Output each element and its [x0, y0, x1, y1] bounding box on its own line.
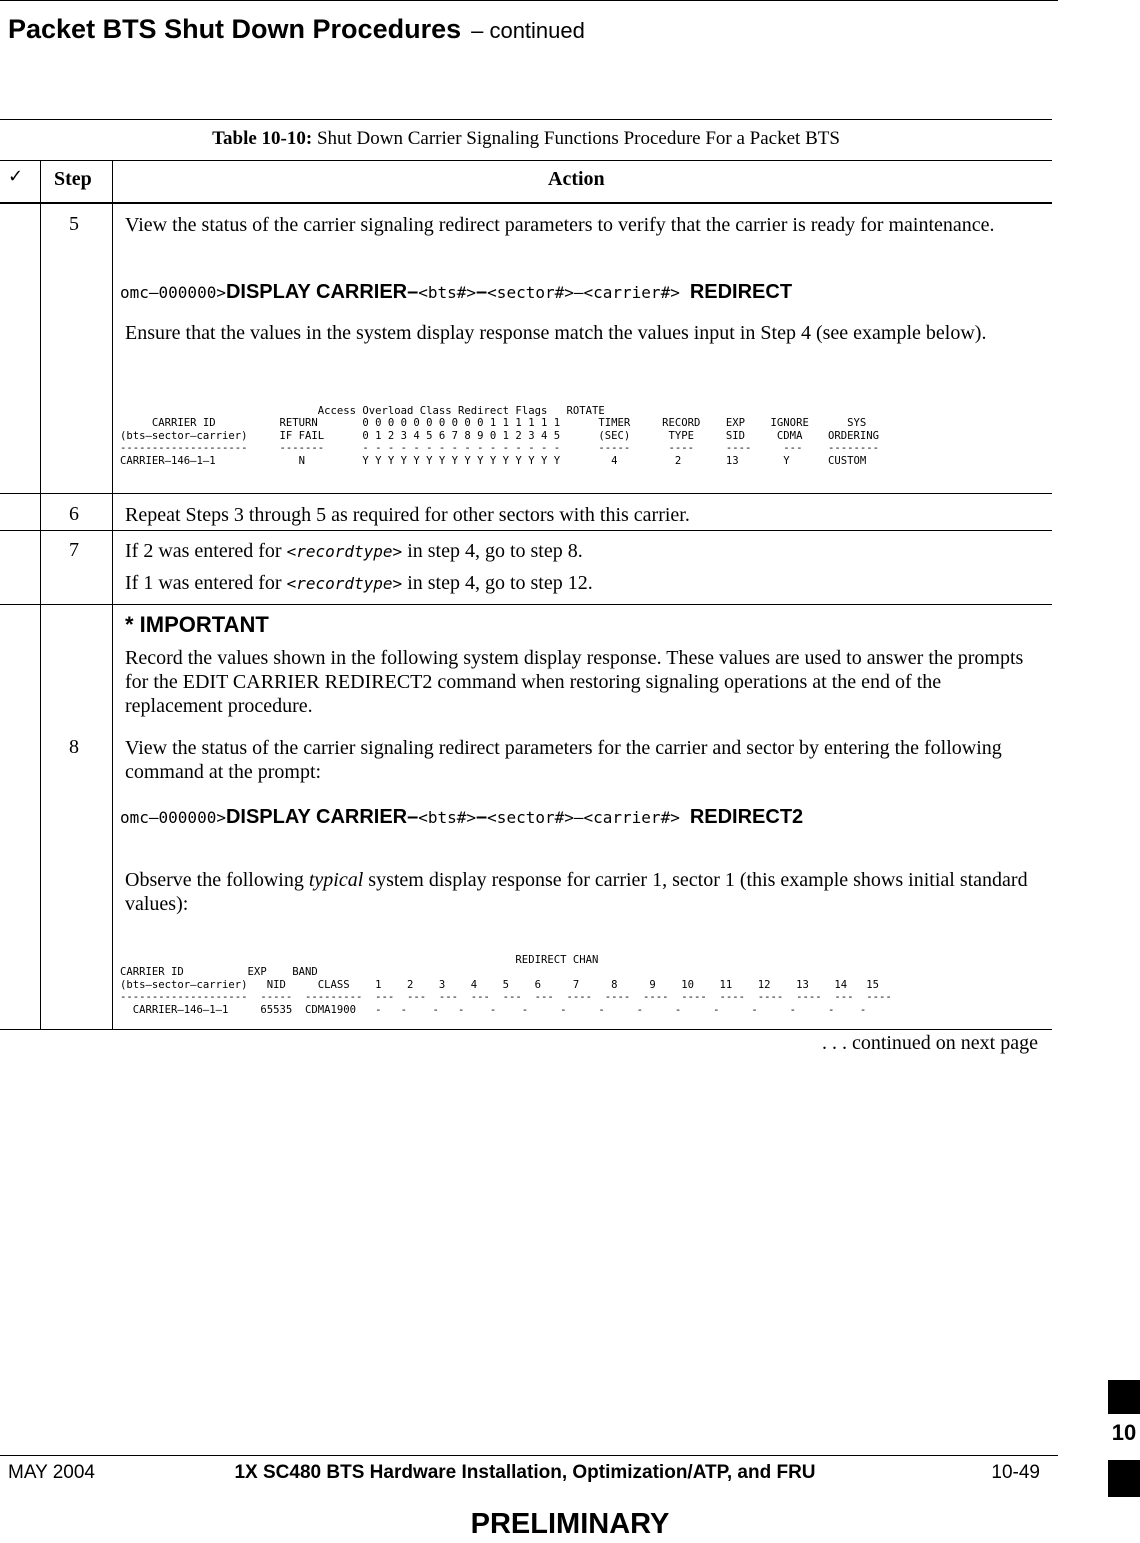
observe-post: system display response for carrier 1, sector 1 (this example shows initial standard values):	[125, 869, 1028, 915]
step8-command	[120, 806, 803, 829]
step7-line2-post: in step 4, go to step 12.	[402, 572, 593, 594]
command-sector-arg: <sector#>–<carrier#>	[487, 808, 680, 827]
step7-line2-var: <recordtype>	[286, 574, 403, 593]
column-divider-step	[112, 161, 113, 1029]
important-heading: * IMPORTANT	[125, 612, 269, 637]
page-title	[8, 14, 585, 45]
table-caption-text: Shut Down Carrier Signaling Functions Procedure For a Packet BTS	[316, 128, 840, 149]
column-header-step: Step	[54, 168, 92, 190]
footer-date: MAY 2004	[8, 1462, 95, 1483]
step5-ensure-text: Ensure that the values in the system display response match the values input in Step 4 (see example below).	[125, 322, 987, 344]
column-header-action: Action	[548, 168, 605, 190]
command-name: DISPLAY CARRIER–	[225, 281, 419, 303]
step-number-5: 5	[69, 213, 79, 235]
step7-line1-pre: If 2 was entered for	[125, 540, 287, 562]
command-sector-arg: <sector#>–<carrier#>	[487, 283, 680, 302]
row-divider-5	[0, 493, 1052, 494]
procedure-table	[0, 119, 1052, 1030]
page-title-continued: – continued	[471, 18, 585, 43]
command-bts-arg: <bts#>	[418, 808, 477, 827]
step7-line2-pre: If 1 was entered for	[125, 572, 287, 594]
footer-rule	[0, 1455, 1058, 1456]
step8-description: View the status of the carrier signaling redirect parameters for the carrier and sector by entering the following command at the prompt:	[125, 737, 1002, 783]
step7-line1	[125, 539, 1035, 564]
important-text: Record the values shown in the following system display response. These values are used to answer the prompts for the EDIT CARRIER REDIRECT2 command when restoring signaling operations at the end of the replacement procedure.	[125, 647, 1024, 717]
chapter-tab-bottom	[1108, 1460, 1140, 1497]
header-divider	[0, 202, 1052, 204]
chapter-tab-number: 10	[1111, 1420, 1137, 1445]
row-divider-7	[0, 604, 1052, 605]
chapter-tab-top	[1108, 1380, 1140, 1414]
table-caption	[0, 128, 1052, 150]
step6-description: Repeat Steps 3 through 5 as required for other sectors with this carrier.	[125, 504, 690, 526]
column-divider-check	[40, 161, 41, 1029]
table-caption-label: Table 10-10:	[212, 128, 313, 149]
step5-description: View the status of the carrier signaling redirect parameters to verify that the carrier is ready for maintenance.	[125, 214, 995, 236]
step8-observe-text	[125, 868, 1035, 916]
footer-book-title: 1X SC480 BTS Hardware Installation, Optimization/ATP, and FRU	[234, 1462, 816, 1483]
step-number-6: 6	[69, 503, 79, 525]
command-option: REDIRECT	[689, 281, 793, 303]
step7-line1-post: in step 4, go to step 8.	[402, 540, 583, 562]
row-divider-6	[0, 530, 1052, 531]
continued-on-next-page: . . . continued on next page	[821, 1032, 1038, 1054]
observe-pre: Observe the following	[125, 869, 309, 891]
step5-display-output: Access Overload Class Redirect Flags ROTATE CARRIER ID RETURN 0 0 0 0 0 0 0 0 0 0 1 1 1 1 1 1 TIMER RECORD EXP IGNORE SYS (bts–sector–carrier) IF FAIL 0 1 2 3 4 5 6 7 8 9 0 1 2 3 4 5 (SEC) TYPE SID CDMA ORDERING -------------------- ------- - - - - - - - - - - - - - - - - ----- ---- ---- --- -------- CARRIER–146–1–1 N Y Y Y Y Y Y Y Y Y Y Y Y Y Y Y Y 4 2 13 Y CUSTOM	[120, 405, 879, 467]
checkmark-icon: ✓	[8, 166, 24, 187]
step5-command	[120, 281, 792, 304]
observe-italic: typical	[308, 869, 364, 891]
caption-divider	[0, 160, 1052, 161]
command-bts-arg: <bts#>	[418, 283, 477, 302]
command-dash: –	[476, 281, 488, 303]
command-option: REDIRECT2	[689, 806, 804, 828]
page-title-text: Packet BTS Shut Down Procedures	[8, 14, 462, 44]
command-prompt: omc–000000>	[120, 808, 226, 827]
step7-line2	[125, 571, 1035, 596]
step-number-8: 8	[69, 736, 79, 758]
step7-line1-var: <recordtype>	[286, 542, 403, 561]
preliminary-label: PRELIMINARY	[470, 1508, 670, 1540]
step8-display-output: REDIRECT CHAN CARRIER ID EXP BAND (bts–sector–carrier) NID CLASS 1 2 3 4 5 6 7 8 9 10 11 12 13 14 15 -------------------- ----- --------- --- --- --- --- --- --- ---- ---- ---- ---- ---- ---- ---- --- ---- CARRIER–146–1–1 65535 CDMA1900 - - - - - - - - - - - - - - -	[120, 954, 892, 1016]
step-number-7: 7	[69, 539, 79, 561]
command-name: DISPLAY CARRIER–	[225, 806, 419, 828]
header-rule	[0, 0, 1058, 1]
command-prompt: omc–000000>	[120, 283, 226, 302]
footer-page-number: 10-49	[991, 1462, 1040, 1483]
command-dash: –	[476, 806, 488, 828]
